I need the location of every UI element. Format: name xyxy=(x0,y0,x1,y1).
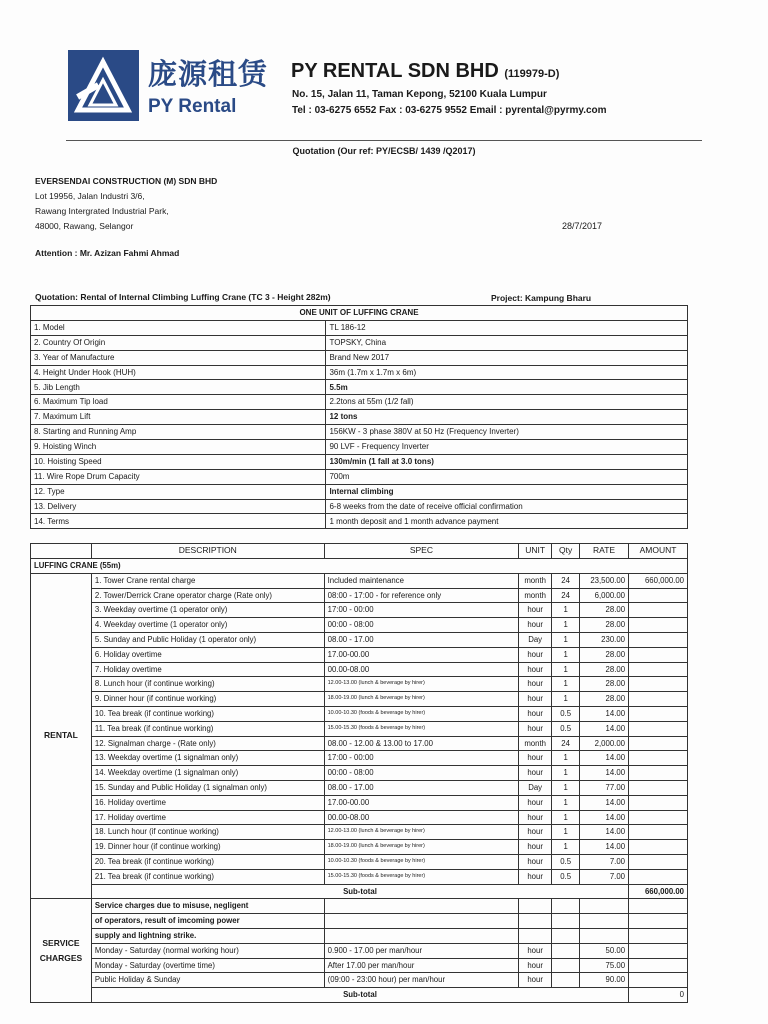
rental-unit: month xyxy=(519,573,552,588)
spec-value: 130m/min (1 fall at 3.0 tons) xyxy=(326,454,688,469)
spec-row xyxy=(31,335,688,350)
rental-description: 21. Tea break (if continue working) xyxy=(91,869,324,884)
rental-spec: 10.00-10.30 (foods & beverage by hirer) xyxy=(324,706,519,721)
spec-row xyxy=(31,365,688,380)
rental-row xyxy=(31,869,688,884)
rental-unit: hour xyxy=(519,692,552,707)
service-row xyxy=(31,943,688,958)
rental-qty: 0.5 xyxy=(552,706,580,721)
rental-amount xyxy=(629,869,688,884)
company-contact: Tel : 03-6275 6552 Fax : 03-6275 9552 Email : pyrental@pyrmy.com xyxy=(292,105,607,116)
spec-value: 700m xyxy=(326,469,688,484)
service-row xyxy=(31,973,688,988)
spec-row xyxy=(31,499,688,514)
rental-spec: 00.00-08.00 xyxy=(324,662,519,677)
spec-value: 90 LVF - Frequency Inverter xyxy=(326,440,688,455)
service-intro-text: supply and lightning strike. xyxy=(91,928,324,943)
service-description: Monday - Saturday (normal working hour) xyxy=(91,943,324,958)
empty-cell xyxy=(324,928,519,943)
rental-spec: 18.00-19.00 (lunch & beverage by hirer) xyxy=(324,692,519,707)
rental-amount xyxy=(629,751,688,766)
rental-unit: hour xyxy=(519,795,552,810)
rental-row xyxy=(31,795,688,810)
customer-address-line: 48000, Rawang, Selangor xyxy=(35,221,134,231)
rental-rate: 14.00 xyxy=(580,766,629,781)
spec-label: 13. Delivery xyxy=(31,499,326,514)
rental-spec: 17:00 - 00:00 xyxy=(324,751,519,766)
rental-spec: 10.00-10.30 (foods & beverage by hirer) xyxy=(324,854,519,869)
rental-description: 5. Sunday and Public Holiday (1 operator only) xyxy=(91,632,324,647)
spec-row xyxy=(31,425,688,440)
rental-description: 14. Weekday overtime (1 signalman only) xyxy=(91,766,324,781)
spec-row xyxy=(31,514,688,529)
company-name xyxy=(291,60,559,83)
rental-row xyxy=(31,692,688,707)
rental-unit: Day xyxy=(519,780,552,795)
rental-unit: hour xyxy=(519,662,552,677)
rental-description: 18. Lunch hour (if continue working) xyxy=(91,825,324,840)
rental-spec: 12.00-13.00 (lunch & beverage by hirer) xyxy=(324,825,519,840)
rental-rate: 28.00 xyxy=(580,692,629,707)
rental-amount xyxy=(629,588,688,603)
rental-rate: 6,000.00 xyxy=(580,588,629,603)
customer-address-line: Rawang Intergrated Industrial Park, xyxy=(35,206,169,216)
service-description: Public Holiday & Sunday xyxy=(91,973,324,988)
rental-description: 6. Holiday overtime xyxy=(91,647,324,662)
rental-row xyxy=(31,780,688,795)
service-qty xyxy=(552,973,580,988)
rental-row xyxy=(31,603,688,618)
spec-label: 12. Type xyxy=(31,484,326,499)
empty-cell xyxy=(629,914,688,929)
rental-description: 3. Weekday overtime (1 operator only) xyxy=(91,603,324,618)
rental-amount xyxy=(629,780,688,795)
header-description: DESCRIPTION xyxy=(91,544,324,559)
spec-label: 3. Year of Manufacture xyxy=(31,350,326,365)
spec-value: 12 tons xyxy=(326,410,688,425)
rental-subtotal-amount: 660,000.00 xyxy=(629,884,688,899)
rental-qty: 0.5 xyxy=(552,721,580,736)
customer-address-line: Lot 19956, Jalan Industri 3/6, xyxy=(35,191,145,201)
rental-amount xyxy=(629,618,688,633)
header-spec: SPEC xyxy=(324,544,519,559)
rental-row xyxy=(31,751,688,766)
spec-row xyxy=(31,454,688,469)
rental-description: 15. Sunday and Public Holiday (1 signalman only) xyxy=(91,780,324,795)
rental-spec: 00.00-08.00 xyxy=(324,810,519,825)
rental-qty: 0.5 xyxy=(552,854,580,869)
spec-row xyxy=(31,320,688,335)
spec-label: 6. Maximum Tip load xyxy=(31,395,326,410)
rental-spec: 17:00 - 00:00 xyxy=(324,603,519,618)
service-description: Monday - Saturday (overtime time) xyxy=(91,958,324,973)
rental-rate: 28.00 xyxy=(580,647,629,662)
rental-amount xyxy=(629,810,688,825)
rental-amount xyxy=(629,766,688,781)
service-subtotal-amount: 0 xyxy=(629,988,688,1003)
header-amount: AMOUNT xyxy=(629,544,688,559)
rental-unit: hour xyxy=(519,706,552,721)
rental-unit: hour xyxy=(519,721,552,736)
rental-qty: 0.5 xyxy=(552,869,580,884)
rental-amount xyxy=(629,692,688,707)
service-amount xyxy=(629,973,688,988)
rental-amount xyxy=(629,603,688,618)
company-name-text: PY RENTAL SDN BHD xyxy=(291,60,499,82)
pricing-header-row xyxy=(31,544,688,559)
rental-rate: 7.00 xyxy=(580,869,629,884)
rental-qty: 1 xyxy=(552,825,580,840)
rental-spec: 08:00 - 17:00 - for reference only xyxy=(324,588,519,603)
rental-amount xyxy=(629,662,688,677)
rental-rate: 14.00 xyxy=(580,810,629,825)
rental-rate: 14.00 xyxy=(580,825,629,840)
empty-cell xyxy=(324,899,519,914)
rental-row xyxy=(31,721,688,736)
service-spec: After 17.00 per man/hour xyxy=(324,958,519,973)
quotation-date: 28/7/2017 xyxy=(562,221,603,231)
spec-value: 1 month deposit and 1 month advance payment xyxy=(326,514,688,529)
rental-spec: 08.00 - 17.00 xyxy=(324,780,519,795)
rental-description: 12. Signalman charge - (Rate only) xyxy=(91,736,324,751)
spec-label: 11. Wire Rope Drum Capacity xyxy=(31,469,326,484)
rental-rate: 14.00 xyxy=(580,706,629,721)
rental-amount xyxy=(629,632,688,647)
empty-cell xyxy=(552,899,580,914)
service-rate: 50.00 xyxy=(580,943,629,958)
header-unit: UNIT xyxy=(519,544,552,559)
rental-amount xyxy=(629,677,688,692)
header-rate: RATE xyxy=(580,544,629,559)
logo-chinese-text: 庞源租赁 xyxy=(148,57,269,91)
empty-cell xyxy=(552,928,580,943)
rental-spec: 17.00-00.00 xyxy=(324,647,519,662)
rental-rate: 230.00 xyxy=(580,632,629,647)
service-spec: (09:00 - 23:00 hour) per man/hour xyxy=(324,973,519,988)
service-intro-text: of operators, result of imcoming power xyxy=(91,914,324,929)
rental-rate: 14.00 xyxy=(580,721,629,736)
rental-spec: 15.00-15.30 (foods & beverage by hirer) xyxy=(324,869,519,884)
rental-spec: 00:00 - 08:00 xyxy=(324,618,519,633)
rental-rate: 23,500.00 xyxy=(580,573,629,588)
rental-qty: 1 xyxy=(552,618,580,633)
quotation-subject: Quotation: Rental of Internal Climbing Luffing Crane (TC 3 - Height 282m) xyxy=(35,292,331,302)
service-qty xyxy=(552,958,580,973)
service-subtotal-label: Sub-total xyxy=(91,988,628,1003)
section-title-row xyxy=(31,559,688,574)
project-name: Project: Kampung Bharu xyxy=(491,293,592,303)
spec-row xyxy=(31,469,688,484)
service-intro-row xyxy=(31,899,688,914)
company-logo xyxy=(68,50,139,121)
spec-value: 5.5m xyxy=(326,380,688,395)
rental-row xyxy=(31,632,688,647)
rental-row xyxy=(31,588,688,603)
rental-unit: hour xyxy=(519,647,552,662)
service-label-line: CHARGES xyxy=(39,952,83,963)
pricing-table xyxy=(30,543,688,1003)
rental-description: 9. Dinner hour (if continue working) xyxy=(91,692,324,707)
rental-subtotal-row xyxy=(31,884,688,899)
spec-row xyxy=(31,350,688,365)
rental-description: 10. Tea break (if continue working) xyxy=(91,706,324,721)
rental-description: 4. Weekday overtime (1 operator only) xyxy=(91,618,324,633)
rental-spec: Included maintenance xyxy=(324,573,519,588)
empty-cell xyxy=(552,914,580,929)
spec-label: 9. Hoisting Winch xyxy=(31,440,326,455)
rental-row xyxy=(31,618,688,633)
rental-row xyxy=(31,647,688,662)
header-blank xyxy=(31,544,92,559)
rental-spec: 08.00 - 17.00 xyxy=(324,632,519,647)
rental-rate: 28.00 xyxy=(580,618,629,633)
spec-value: 6-8 weeks from the date of receive official confirmation xyxy=(326,499,688,514)
rental-qty: 1 xyxy=(552,632,580,647)
empty-cell xyxy=(580,928,629,943)
spec-label: 10. Hoisting Speed xyxy=(31,454,326,469)
service-qty xyxy=(552,943,580,958)
rental-rate: 14.00 xyxy=(580,840,629,855)
empty-cell xyxy=(519,928,552,943)
rental-unit: hour xyxy=(519,825,552,840)
service-unit: hour xyxy=(519,973,552,988)
empty-cell xyxy=(629,899,688,914)
rental-amount xyxy=(629,736,688,751)
spec-value: TL 186-12 xyxy=(326,320,688,335)
spec-label: 8. Starting and Running Amp xyxy=(31,425,326,440)
company-reg-number: (119979-D) xyxy=(504,68,560,80)
spec-table-title: ONE UNIT OF LUFFING CRANE xyxy=(31,306,688,321)
rental-amount xyxy=(629,840,688,855)
section-title: LUFFING CRANE (55m) xyxy=(31,559,688,574)
rental-unit: hour xyxy=(519,854,552,869)
rental-qty: 24 xyxy=(552,573,580,588)
rental-rate: 14.00 xyxy=(580,751,629,766)
rental-amount xyxy=(629,795,688,810)
logo-english-text: PY Rental xyxy=(148,96,237,117)
spec-value: 36m (1.7m x 1.7m x 6m) xyxy=(326,365,688,380)
rental-qty: 1 xyxy=(552,751,580,766)
rental-unit: hour xyxy=(519,751,552,766)
rental-amount xyxy=(629,854,688,869)
header-qty: Qty xyxy=(552,544,580,559)
rental-row xyxy=(31,662,688,677)
spec-value: 156KW - 3 phase 380V at 50 Hz (Frequency Inverter) xyxy=(326,425,688,440)
rental-amount xyxy=(629,721,688,736)
service-section-label xyxy=(31,899,92,1003)
rental-row xyxy=(31,766,688,781)
spec-value: Internal climbing xyxy=(326,484,688,499)
rental-row xyxy=(31,677,688,692)
rental-description: 1. Tower Crane rental charge xyxy=(91,573,324,588)
service-unit: hour xyxy=(519,943,552,958)
rental-qty: 1 xyxy=(552,766,580,781)
rental-description: 8. Lunch hour (if continue working) xyxy=(91,677,324,692)
rental-description: 13. Weekday overtime (1 signalman only) xyxy=(91,751,324,766)
rental-rate: 7.00 xyxy=(580,854,629,869)
rental-unit: hour xyxy=(519,677,552,692)
rental-unit: hour xyxy=(519,840,552,855)
service-amount xyxy=(629,943,688,958)
service-intro-row xyxy=(31,928,688,943)
customer-name: EVERSENDAI CONSTRUCTION (M) SDN BHD xyxy=(35,176,218,186)
empty-cell xyxy=(519,914,552,929)
rental-amount xyxy=(629,647,688,662)
service-spec: 0.900 - 17.00 per man/hour xyxy=(324,943,519,958)
spec-label: 4. Height Under Hook (HUH) xyxy=(31,365,326,380)
rental-rate: 28.00 xyxy=(580,603,629,618)
rental-row xyxy=(31,825,688,840)
spec-label: 5. Jib Length xyxy=(31,380,326,395)
quotation-reference: Quotation (Our ref: PY/ECSB/ 1439 /Q2017) xyxy=(292,146,476,156)
company-address: No. 15, Jalan 11, Taman Kepong, 52100 Kuala Lumpur xyxy=(292,89,547,100)
empty-cell xyxy=(580,914,629,929)
rental-description: 20. Tea break (if continue working) xyxy=(91,854,324,869)
spec-value: 2.2tons at 55m (1/2 fall) xyxy=(326,395,688,410)
attention-line: Attention : Mr. Azizan Fahmi Ahmad xyxy=(35,248,180,258)
rental-qty: 1 xyxy=(552,677,580,692)
rental-qty: 1 xyxy=(552,780,580,795)
rental-row xyxy=(31,706,688,721)
rental-description: 2. Tower/Derrick Crane operator charge (Rate only) xyxy=(91,588,324,603)
rental-unit: month xyxy=(519,588,552,603)
header-divider xyxy=(66,140,702,141)
rental-qty: 1 xyxy=(552,810,580,825)
rental-unit: hour xyxy=(519,766,552,781)
rental-unit: hour xyxy=(519,603,552,618)
rental-unit: Day xyxy=(519,632,552,647)
rental-qty: 1 xyxy=(552,840,580,855)
rental-qty: 1 xyxy=(552,603,580,618)
rental-description: 17. Holiday overtime xyxy=(91,810,324,825)
rental-rate: 28.00 xyxy=(580,662,629,677)
service-subtotal-row xyxy=(31,988,688,1003)
rental-amount xyxy=(629,825,688,840)
rental-qty: 1 xyxy=(552,647,580,662)
spec-row xyxy=(31,484,688,499)
spec-label: 7. Maximum Lift xyxy=(31,410,326,425)
customer-block xyxy=(35,174,217,234)
empty-cell xyxy=(629,928,688,943)
empty-cell xyxy=(519,899,552,914)
spec-label: 2. Country Of Origin xyxy=(31,335,326,350)
rental-row xyxy=(31,810,688,825)
rental-qty: 1 xyxy=(552,662,580,677)
rental-rate: 2,000.00 xyxy=(580,736,629,751)
rental-rate: 28.00 xyxy=(580,677,629,692)
rental-description: 11. Tea break (if continue working) xyxy=(91,721,324,736)
rental-qty: 1 xyxy=(552,692,580,707)
rental-description: 16. Holiday overtime xyxy=(91,795,324,810)
rental-rate: 14.00 xyxy=(580,795,629,810)
empty-cell xyxy=(580,899,629,914)
rental-row xyxy=(31,854,688,869)
spec-label: 1. Model xyxy=(31,320,326,335)
rental-spec: 15.00-15.30 (foods & beverage by hirer) xyxy=(324,721,519,736)
service-amount xyxy=(629,958,688,973)
spec-label: 14. Terms xyxy=(31,514,326,529)
rental-row xyxy=(31,573,688,588)
rental-unit: hour xyxy=(519,618,552,633)
spec-table-title-row xyxy=(31,306,688,321)
spec-value: Brand New 2017 xyxy=(326,350,688,365)
service-rate: 90.00 xyxy=(580,973,629,988)
rental-unit: month xyxy=(519,736,552,751)
service-rate: 75.00 xyxy=(580,958,629,973)
spec-row xyxy=(31,395,688,410)
rental-spec: 00:00 - 08:00 xyxy=(324,766,519,781)
service-intro-row xyxy=(31,914,688,929)
rental-amount xyxy=(629,706,688,721)
spec-value: TOPSKY, China xyxy=(326,335,688,350)
service-label-line: SERVICE xyxy=(42,937,80,948)
service-intro-text: Service charges due to misuse, negligent xyxy=(91,899,324,914)
service-unit: hour xyxy=(519,958,552,973)
rental-qty: 1 xyxy=(552,795,580,810)
rental-row xyxy=(31,840,688,855)
spec-row xyxy=(31,380,688,395)
rental-unit: hour xyxy=(519,810,552,825)
service-row xyxy=(31,958,688,973)
rental-qty: 24 xyxy=(552,588,580,603)
rental-description: 7. Holiday overtime xyxy=(91,662,324,677)
rental-amount: 660,000.00 xyxy=(629,573,688,588)
rental-qty: 24 xyxy=(552,736,580,751)
rental-spec: 18.00-19.00 (lunch & beverage by hirer) xyxy=(324,840,519,855)
rental-description: 19. Dinner hour (if continue working) xyxy=(91,840,324,855)
rental-spec: 08.00 - 12.00 & 13.00 to 17.00 xyxy=(324,736,519,751)
spec-table xyxy=(30,305,688,529)
spec-row xyxy=(31,410,688,425)
rental-spec: 12.00-13.00 (lunch & beverage by hirer) xyxy=(324,677,519,692)
empty-cell xyxy=(324,914,519,929)
rental-rate: 77.00 xyxy=(580,780,629,795)
rental-row xyxy=(31,736,688,751)
rental-section-label: RENTAL xyxy=(31,573,92,899)
rental-subtotal-label: Sub-total xyxy=(91,884,628,899)
spec-row xyxy=(31,440,688,455)
rental-spec: 17.00-00.00 xyxy=(324,795,519,810)
rental-unit: hour xyxy=(519,869,552,884)
